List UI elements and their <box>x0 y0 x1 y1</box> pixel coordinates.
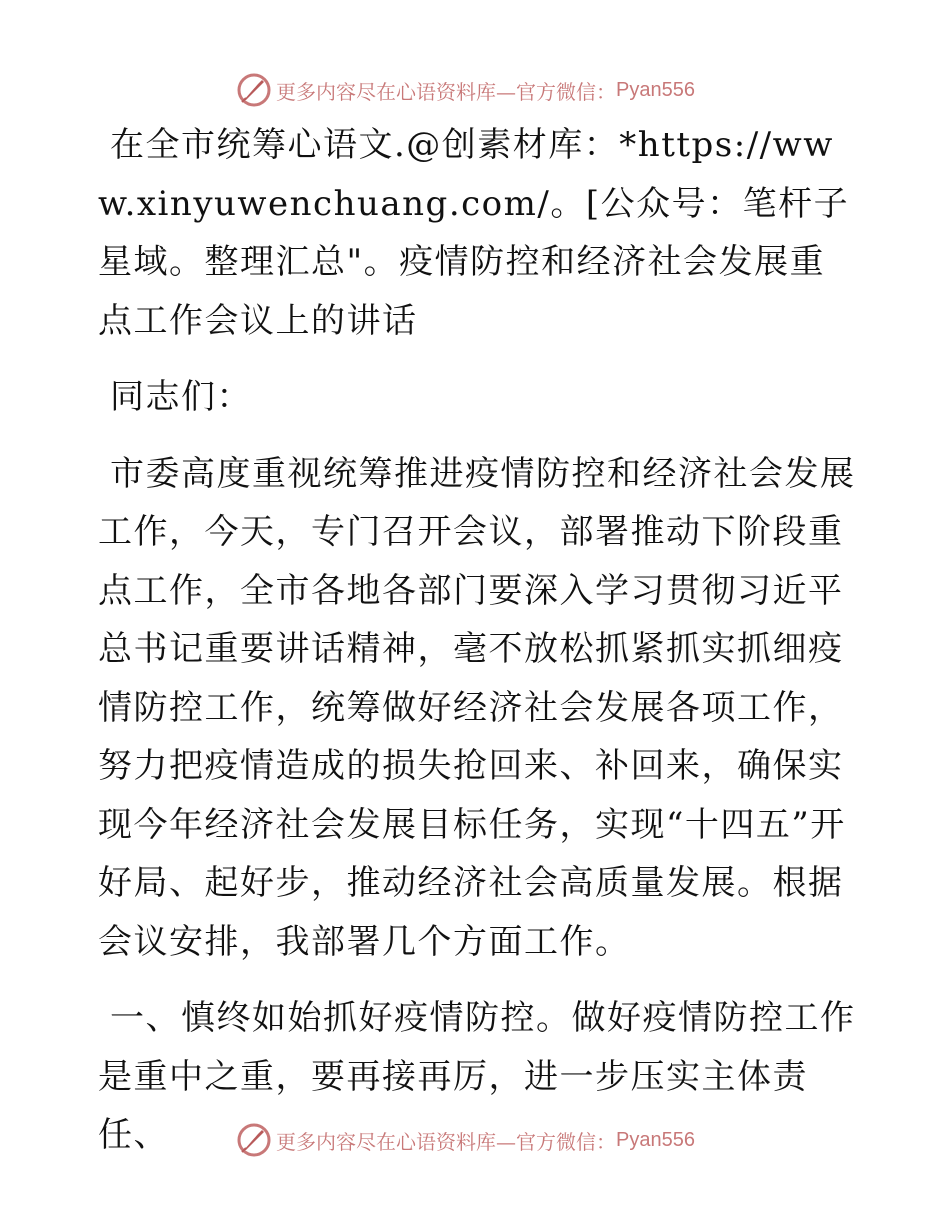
title-paragraph: 在全市统筹心语文.@创素材库：*https://www.xinyuwenchuang.com/。[公众号：笔杆子星域。整理汇总"。疫情防控和经济社会发展重点工作会议上的讲话 <box>98 125 850 341</box>
watermark-wechat-id: Pyan556 <box>616 78 695 101</box>
quill-logo-icon <box>236 72 272 108</box>
body-paragraph: 市委高度重视统筹推进疫情防控和经济社会发展工作，今天，专门召开会议，部署推动下阶段重点工作，全市各地各部门要深入学习贯彻习近平总书记重要讲话精神，毫不放松抓紧抓实抓细疫情防控工作，统筹做好经济社会发展各项工作，努力把疫情造成的损失抢回来、补回来，确保实现今年经济社会发展目标任务，实现“十四五”开好局、起好步，推动经济社会高质量发展。根据会议安排，我部署几个方面工作。 <box>98 453 856 962</box>
document-body <box>98 116 858 1183</box>
salutation: 同志们： <box>110 377 252 417</box>
footer-watermark <box>236 1122 695 1158</box>
watermark-wechat-id: Pyan556 <box>616 1128 695 1151</box>
watermark-text: 更多内容尽在心语资料库—官方微信： <box>276 79 616 104</box>
section-one-paragraph: 一、慎终如始抓好疫情防控。做好疫情防控工作是重中之重，要再接再厉，进一步压实主体责任、 <box>98 998 856 1155</box>
quill-logo-icon <box>236 1122 272 1158</box>
header-watermark <box>236 72 695 108</box>
watermark-text: 更多内容尽在心语资料库—官方微信： <box>276 1129 616 1154</box>
